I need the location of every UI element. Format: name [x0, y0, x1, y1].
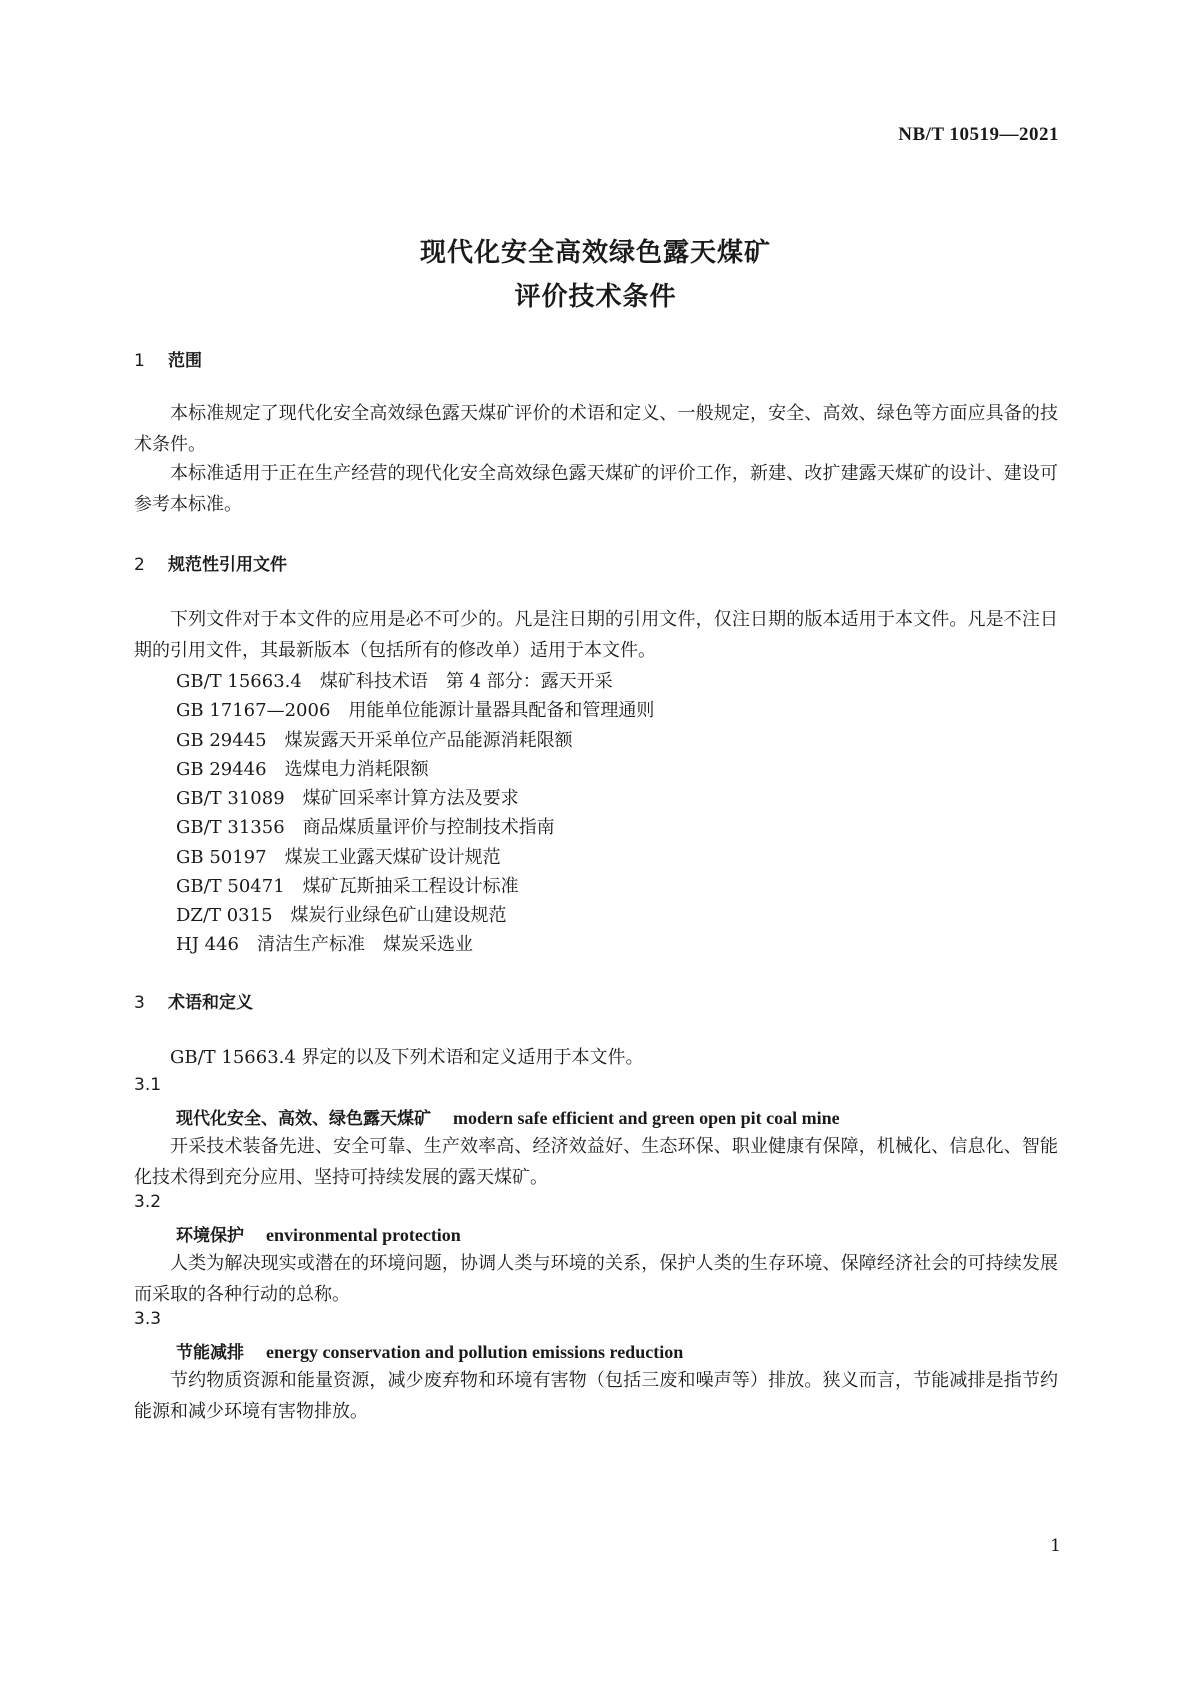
- reference-title: 清洁生产标准 煤炭采选业: [257, 934, 473, 955]
- term-zh: 现代化安全、高效、绿色露天煤矿: [176, 1109, 431, 1129]
- reference-item: [176, 930, 473, 956]
- page-number: 1: [1050, 1536, 1061, 1556]
- reference-title: 用能单位能源计量器具配备和管理通则: [348, 700, 655, 721]
- term-number: 3.3: [134, 1309, 162, 1329]
- reference-item: [176, 872, 519, 898]
- reference-code: GB 50197: [176, 847, 267, 868]
- section-3-heading: [134, 988, 253, 1013]
- term-en: energy conservation and pollution emissions reduction: [266, 1342, 684, 1362]
- reference-code: GB/T 31089: [176, 788, 285, 809]
- reference-title: 煤矿瓦斯抽采工程设计标准: [302, 876, 519, 897]
- term-en: modern safe efficient and green open pit coal mine: [453, 1108, 840, 1128]
- section-number: 2: [134, 555, 145, 575]
- section-1-paragraph-1: 本标准规定了现代化安全高效绿色露天煤矿评价的术语和定义、一般规定，安全、高效、绿色等方面应具备的技术条件。: [134, 403, 1058, 455]
- reference-title: 煤炭露天开采单位产品能源消耗限额: [284, 730, 573, 751]
- section-1-paragraph-2: 本标准适用于正在生产经营的现代化安全高效绿色露天煤矿的评价工作，新建、改扩建露天煤矿的设计、建设可参考本标准。: [134, 463, 1058, 515]
- section-title: 术语和定义: [168, 993, 253, 1013]
- term-definition: 开采技术装备先进、安全可靠、生产效率高、经济效益好、生态环保、职业健康有保障，机械化、信息化、智能化技术得到充分应用、坚持可持续发展的露天煤矿。: [134, 1136, 1058, 1188]
- section-number: 3: [134, 993, 145, 1013]
- reference-item: [176, 696, 654, 722]
- section-number: 1: [134, 351, 145, 371]
- reference-title: 煤矿回采率计算方法及要求: [302, 788, 519, 809]
- reference-title: 煤炭工业露天煤矿设计规范: [284, 847, 501, 868]
- term-number: 3.2: [134, 1192, 162, 1212]
- standard-code: NB/T 10519—2021: [898, 124, 1059, 145]
- reference-code: GB 29446: [176, 759, 267, 780]
- document-title-line1: 现代化安全高效绿色露天煤矿: [419, 238, 771, 268]
- term-zh: 环境保护: [176, 1226, 244, 1246]
- term-number: 3.1: [134, 1075, 162, 1095]
- reference-item: [176, 813, 555, 839]
- reference-code: HJ 446: [176, 934, 239, 955]
- reference-title: 煤炭行业绿色矿山建设规范: [290, 905, 507, 926]
- term-heading: [176, 1221, 461, 1246]
- reference-item: [176, 901, 507, 927]
- reference-item: [176, 755, 429, 781]
- reference-item: [176, 843, 501, 869]
- reference-code: GB 17167—2006: [176, 700, 331, 721]
- reference-title: 煤矿科技术语 第 4 部分：露天开采: [319, 671, 613, 692]
- section-title: 规范性引用文件: [168, 555, 287, 575]
- section-2-heading: [134, 550, 287, 575]
- term-en: environmental protection: [266, 1225, 461, 1245]
- reference-code: GB/T 50471: [176, 876, 285, 897]
- reference-code: GB/T 15663.4: [176, 671, 302, 692]
- document-title-line2: 评价技术条件: [514, 282, 677, 312]
- reference-code: GB/T 31356: [176, 817, 285, 838]
- section-1-heading: [134, 346, 202, 371]
- reference-code: DZ/T 0315: [176, 905, 273, 926]
- reference-title: 商品煤质量评价与控制技术指南: [302, 817, 555, 838]
- term-zh: 节能减排: [176, 1343, 244, 1363]
- reference-title: 选煤电力消耗限额: [284, 759, 429, 780]
- term-heading: [176, 1338, 683, 1363]
- term-definition: 节约物质资源和能量资源，减少废弃物和环境有害物（包括三废和噪声等）排放。狭义而言，节能减排是指节约能源和减少环境有害物排放。: [134, 1370, 1058, 1422]
- term-heading: [176, 1104, 840, 1129]
- reference-item: [176, 784, 519, 810]
- section-3-intro: GB/T 15663.4 界定的以及下列术语和定义适用于本文件。: [170, 1047, 644, 1068]
- reference-code: GB 29445: [176, 730, 267, 751]
- reference-item: [176, 726, 573, 752]
- term-definition: 人类为解决现实或潜在的环境问题，协调人类与环境的关系，保护人类的生存环境、保障经济社会的可持续发展而采取的各种行动的总称。: [134, 1253, 1058, 1305]
- section-title: 范围: [168, 351, 202, 371]
- section-2-intro: 下列文件对于本文件的应用是必不可少的。凡是注日期的引用文件，仅注日期的版本适用于本文件。凡是不注日期的引用文件，其最新版本（包括所有的修改单）适用于本文件。: [134, 609, 1058, 661]
- reference-item: [176, 667, 613, 693]
